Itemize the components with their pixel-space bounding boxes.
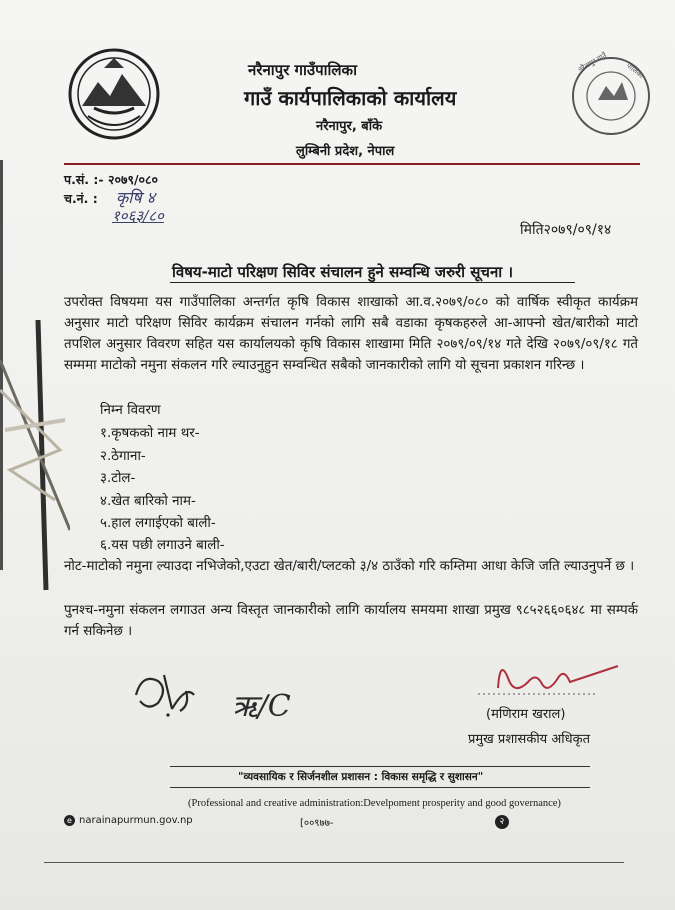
- footer-website: [64, 815, 193, 826]
- office-location: नरैनापुर, बाँके: [316, 119, 383, 134]
- notice-subject: विषय-माटो परिक्षण सिविर संचालन हुने सम्वन्धि जरुरी सूचना ।: [172, 263, 514, 281]
- svg-text:नरैनापुर गाउँ: नरैनापुर गाउँ: [577, 51, 608, 74]
- office-province: लुम्बिनी प्रदेश, नेपाल: [296, 144, 395, 159]
- notice-date: मिति२०७९/०९/१४: [520, 222, 612, 238]
- binding-twine: [0, 300, 70, 600]
- handwritten-initials: ऋ/C: [232, 689, 291, 724]
- handwritten-signature-left: [128, 665, 208, 720]
- details-item: ३.टोल-: [100, 471, 136, 486]
- page-number: [००९७७-: [300, 818, 334, 829]
- signatory-designation: प्रमुख प्रशासकीय अधिकृत: [468, 732, 591, 747]
- web-globe-icon: e: [64, 815, 75, 826]
- details-item: ५.हाल लगाईएको बाली-: [100, 516, 216, 531]
- letter-number: प.सं. :- २०७९/०८०: [64, 172, 159, 187]
- handwritten-signature-right: [478, 648, 628, 708]
- bottom-rule: [44, 862, 624, 863]
- nepal-emblem-icon: [66, 46, 162, 142]
- footer-rule-top: [170, 766, 590, 767]
- dispatch-number-label: च.नं. :: [64, 191, 98, 206]
- header-rule: [64, 163, 640, 165]
- svg-text:पालिका: पालिका: [624, 61, 645, 81]
- notice-note: नोट-माटोको नमुना ल्याउदा नभिजेको,एउटा खेत/बारी/प्लटको ३/४ ठाउँको गरि कम्तिमा आधा केजि जति ल्याउनुपर्ने छ ।: [64, 559, 635, 574]
- dispatch-number-handwritten-2: १०६३/८०: [112, 207, 164, 225]
- footer-rule-mid: [170, 787, 590, 788]
- footer-motto: "व्यवसायिक र सिर्जनशील प्रशासन : विकास समृद्धि र सुशासन": [238, 771, 484, 783]
- subject-underline: [170, 282, 575, 283]
- page-badge: २: [495, 815, 509, 829]
- details-heading: निम्न विवरण: [100, 403, 161, 418]
- website-url: narainapurmun.gov.np: [79, 815, 193, 826]
- office-title: गाउँ कार्यपालिकाको कार्यालय: [244, 86, 457, 110]
- details-item: ४.खेत बारिको नाम-: [100, 494, 196, 509]
- details-item: ६.यस पछी लगाउने बाली-: [100, 538, 225, 553]
- footer-motto-english: (Professional and creative administration:Develpoment prosperity and good governance): [188, 798, 561, 809]
- details-item: २.ठेगाना-: [100, 449, 146, 464]
- dispatch-number-handwritten: कृषि ४: [116, 188, 156, 207]
- signatory-name: (मणिराम खराल): [486, 707, 566, 722]
- notice-body: उपरोक्त विषयमा यस गाउँपालिका अन्तर्गत कृषि विकास शाखाको आ.व.२०७९/०८० को वार्षिक स्वीकृत कार्यक्रम अनुसार माटो परिक्षण सिविर कार्यक्रम संचालन गर्नको लागि सबै वडाका कृषकहरुले आ-आफ्नो खेत/बारीको माटो तपशिल अनुसार विवरण सहित यस कार्यालयको कृषि विकास शाखामा मिति २०७९/०९/१४ गते देखि २०७९/०९/१८ गते सम्ममा माटोको नमुना संकलन गरि ल्याउनुहुन सम्वन्धित सबैको जानकारीको लागि यो सूचना प्रकाशन गरिन्छ ।: [64, 295, 638, 373]
- municipality-name: नरैनापुर गाउँपालिका: [248, 61, 357, 79]
- office-seal-stamp: [566, 46, 656, 146]
- notice-postscript: पुनश्च-नमुना संकलन लगाउत अन्य विस्तृत जानकारीको लागि कार्यालय समयमा शाखा प्रमुख ९८५२६६०६४८ मा सम्पर्क गर्न सकिनेछ ।: [64, 603, 638, 639]
- details-item: १.कृषकको नाम थर-: [100, 426, 200, 441]
